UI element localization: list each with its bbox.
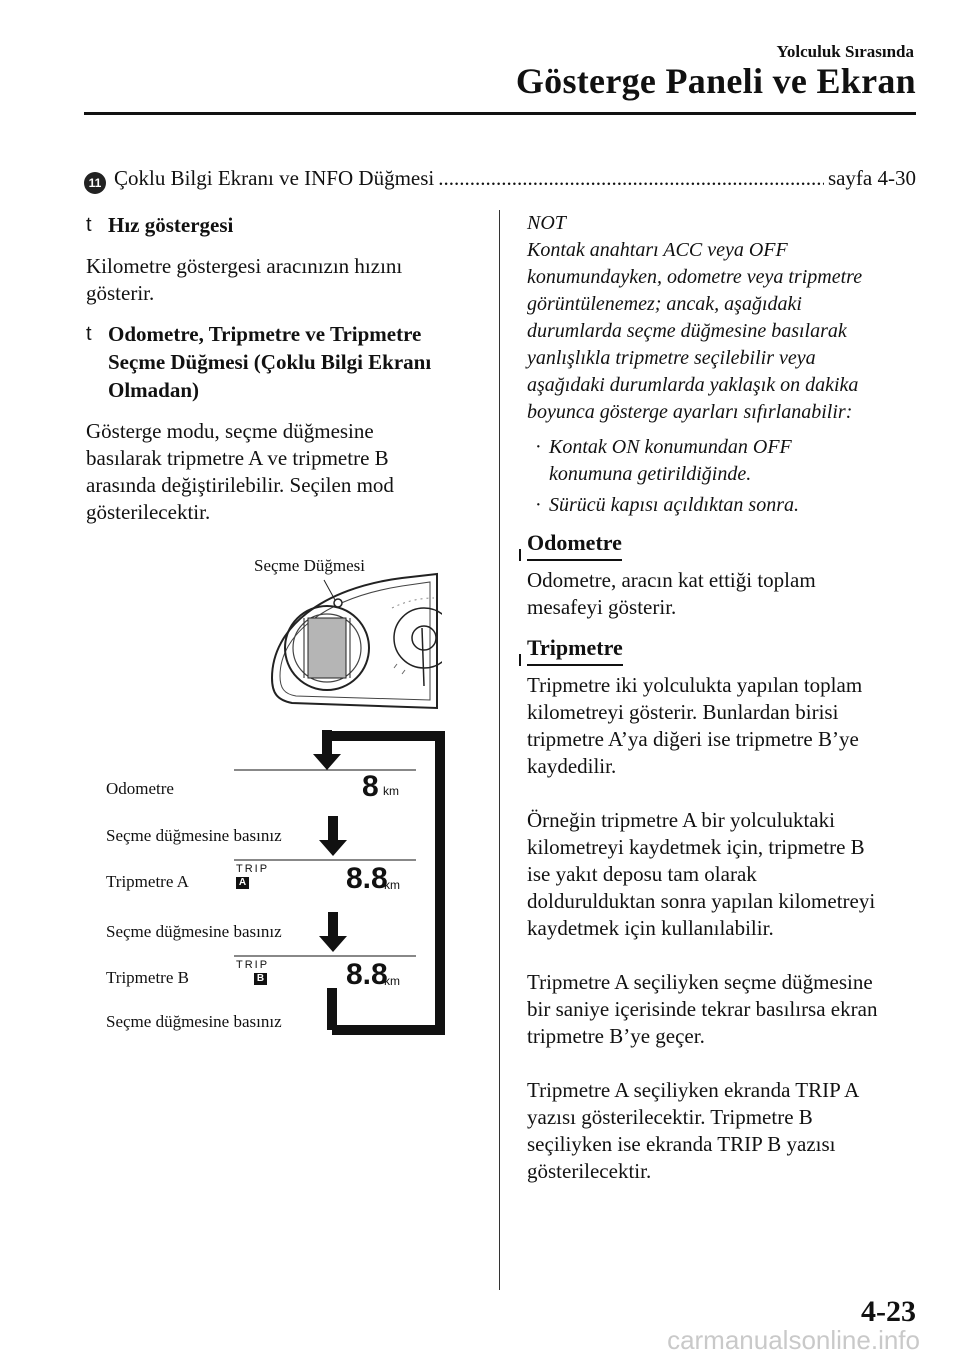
select-button-label: Seçme Düğmesi — [254, 556, 365, 575]
toc-leader-dots — [438, 166, 824, 191]
running-header-title: Gösterge Paneli ve Ekran — [515, 61, 916, 101]
trip-b-badge: B — [254, 973, 267, 985]
odometer-body: Odometre, aracın kat ettiği toplam mesafeyi gösterir. — [527, 568, 816, 619]
toc-reference — [84, 166, 916, 196]
note-title: NOT — [527, 212, 566, 234]
trip-a-badge: A — [236, 877, 249, 889]
mode-body: Gösterge modu, seçme düğmesine basılarak tripmetre A ve tripmetre B arasında değiştirilebilir. Seçilen mod gösterilecektir. — [86, 419, 394, 524]
odometer-display-digit: 8 — [362, 770, 379, 803]
mode-cycle-diagram — [230, 728, 450, 1038]
header-rule — [84, 112, 916, 115]
section-speedometer — [86, 210, 488, 240]
note-bullet-item: · Sürücü kapısı açıldıktan sonra. — [535, 494, 799, 516]
tripmeter-b-display-digits: 8.8 — [346, 958, 388, 991]
instrument-cluster-illustration — [262, 568, 442, 718]
column-divider — [499, 210, 500, 1290]
trip-indicator-text: TRIP — [236, 959, 270, 971]
tripmeter-b-unit: km — [384, 974, 400, 988]
odometer-heading: Odometre — [527, 530, 622, 561]
tripmeter-heading: Tripmetre — [527, 635, 623, 666]
section-heading: t Odometre, Tripmetre ve Tripmetre Seçme Düğmesi (Çoklu Bilgi Ekranı Olmadan) — [86, 322, 432, 402]
odometer-label: Odometre — [106, 779, 174, 798]
press-button-label-2: Seçme düğmesine basınız — [106, 922, 282, 941]
speedometer-body: Kilometre göstergesi aracınızın hızını gösterir. — [86, 254, 403, 305]
tripmeter-a-label: Tripmetre A — [106, 872, 189, 891]
note-bullet-item: · Kontak ON konumundan OFF konumuna getirildiğinde. — [535, 436, 792, 485]
note-block: NOT Kontak anahtarı ACC veya OFF konumundayken, odometre veya tripmetre görüntülenemez; ancak, aşağıdaki durumlarda seçme düğmesine basılarak yanlışlıkla tripmetre seçilebilir veya aşağıdaki durumlarda yaklaşık on dakika boyunca gösterge ayarları sıfırlanabilir: · Kontak ON konumundan OFF konumuna getirildiğinde. · Sürücü kapısı açıldıktan sonra. — [527, 210, 922, 519]
odometer-unit: km — [383, 784, 399, 798]
tripmeter-b-label: Tripmetre B — [106, 968, 189, 987]
section-heading: t Hız göstergesi — [108, 210, 488, 240]
toc-page-ref: sayfa 4-30 — [827, 166, 916, 190]
section-bullet: t — [86, 214, 92, 236]
odometer-heading-wrap — [527, 530, 622, 561]
tripmeter-a-unit: km — [384, 878, 400, 892]
running-header-section: Yolculuk Sırasında — [776, 42, 914, 61]
item-number-badge: 11 — [84, 172, 106, 194]
watermark: carmanualsonline.info — [667, 1325, 920, 1355]
section-bullet: t — [86, 323, 92, 345]
toc-label: Çoklu Bilgi Ekranı ve INFO Düğmesi — [114, 166, 435, 190]
tripmeter-body: Tripmetre iki yolculukta yapılan toplam kilometreyi gösterir. Bunlardan birisi tripmetre A’ya diğeri ise tripmetre B’ye kaydedilir. Örneğin tripmetre A bir yolculuktaki kilometreyi kaydetmek için, tripmetre B ise yakıt deposu tam olarak doldurulduktan sonra yapılan kilometreyi kaydetmek için kullanılabilir. Tripmetre A seçiliyken seçme düğmesine bir saniye içerisinde tekrar basılırsa ekran tripmetre B’ye geçer. Tripmetre A seçiliyken ekranda TRIP A yazısı gösterilecektir. Tripmetre B seçiliyken ise ekranda TRIP B yazısı gösterilecektir. — [527, 673, 878, 1183]
tripmeter-heading-wrap — [527, 635, 623, 666]
tripmeter-a-display-digits: 8.8 — [346, 862, 388, 895]
page-number: 4-23 — [861, 1295, 916, 1328]
press-button-label-1: Seçme düğmesine basınız — [106, 826, 282, 845]
trip-indicator-text: TRIP — [236, 863, 270, 875]
press-button-label-3: Seçme düğmesine basınız — [106, 1012, 282, 1031]
section-odometer-tripmeter — [86, 320, 498, 404]
